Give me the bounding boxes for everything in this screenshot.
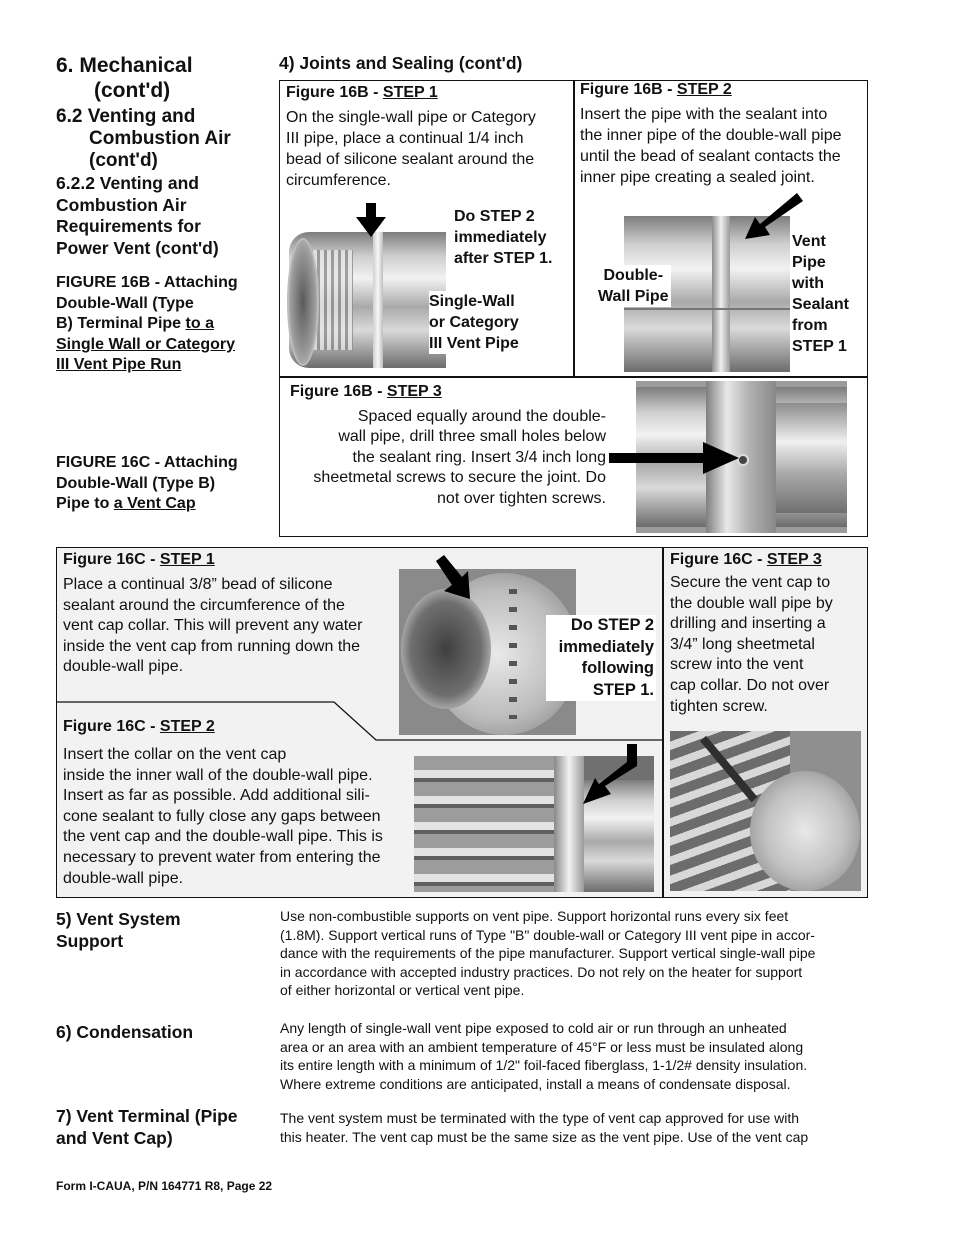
subsection-line3: (cont'd) xyxy=(89,150,158,171)
fig16b-step2-heading: Figure 16B - STEP 2 xyxy=(580,81,732,98)
joints-header: 4) Joints and Sealing (cont'd) xyxy=(279,53,523,73)
page-footer: Form I-CAUA, P/N 164771 R8, Page 22 xyxy=(56,1179,273,1193)
down-arrow-icon xyxy=(356,203,386,237)
vent-support-title: 5) Vent System Support xyxy=(56,909,181,951)
fig16c-step2-heading: Figure 16C - STEP 2 xyxy=(63,718,215,735)
section-title-line1: 6. Mechanical xyxy=(56,54,193,77)
fig16c-step3-heading: Figure 16C - STEP 3 xyxy=(670,551,822,568)
fig16c-step1-text: Place a continual 3/8” bead of silicone sealant around the circumference of the vent cap collar. This will prevent any water inside the vent cap from running down the double-wall pipe. xyxy=(63,576,363,676)
fig16b-caption-line1: FIGURE 16B - Attaching xyxy=(56,274,238,291)
pipe-narrow-right xyxy=(776,403,847,513)
condensation-body: Any length of single-wall vent pipe exposed to cold air or run through an unheated area or an area with an ambient temperature of 45°F or less must be insulated along its entire length with a minimum of 1/2" foil-faced fiberglass, 1-1/2# density insulation. Where extreme conditions are anticipated, install a means of condensate disposal. xyxy=(280,1020,808,1092)
pipe-collar-ring xyxy=(712,216,730,372)
fig16b-step3-text: Spaced equally around the double- wall pipe, drill three small holes below the sealant ring. Insert 3/4 inch long sheetmetal screws to secure the joint. Do not over tighten screws. xyxy=(313,408,606,507)
subsection-line2: Combustion Air xyxy=(89,128,231,149)
fig16c-caption-line2: Double-Wall (Type B) xyxy=(56,474,216,492)
pipe-seam-line xyxy=(624,308,790,310)
flange-holes xyxy=(509,589,517,719)
subsection-line1: 6.2 Venting and xyxy=(56,106,196,127)
section-title-line2: (cont'd) xyxy=(94,79,171,102)
fig16b-caption-line4: Single Wall or Category xyxy=(56,335,235,353)
vent-cap-flange-edge xyxy=(554,756,584,892)
sealant-bead xyxy=(373,232,383,368)
fig16b-caption-line3: B) Terminal Pipe to a xyxy=(56,315,214,333)
vent-cap-collar xyxy=(750,771,860,891)
fig16c-step1-heading: Figure 16C - STEP 1 xyxy=(63,551,215,568)
fig16b-caption-line2: Double-Wall (Type xyxy=(56,294,194,312)
fig16c-step2-text: Insert the collar on the vent cap inside the inner wall of the double-wall pipe. Insert as far as possible. Add additional sili- cone sealant to fully close any gaps between the vent cap and the double-wall pipe. This is necessary to prevent water from entering the double-wall pipe. xyxy=(63,746,383,887)
fig16b-step2-right-label: Vent Pipe with Sealant from STEP 1 xyxy=(792,233,849,355)
fig16b-step1-pipe-label: Single-Wall or Category III Vent Pipe xyxy=(429,293,519,352)
fig16c-step3-text: Secure the vent cap to the double wall pipe by drilling and inserting a 3/4” long sheetmetal screw into the vent cap collar. Do not over tighten screw. xyxy=(670,574,833,715)
fig16b-caption-line5: III Vent Pipe Run xyxy=(56,356,182,374)
vent-support-body: Use non-combustible supports on vent pipe. Support horizontal runs every six feet (1.8M). Support vertical runs of Type "B" double-wall or Category III vent pipe in accor- dance with the requirements of the pipe manufacturer. Support vertical single-wall pipe in accordance with accepted industry practices. Do not rely on the heater for support of either horizontal or vertical vent pipe. xyxy=(280,908,816,998)
fig16b-step1-note: Do STEP 2 immediately after STEP 1. xyxy=(454,208,553,267)
fig16c-step3-photo xyxy=(670,731,861,891)
subsubsection-line4: Power Vent (cont'd) xyxy=(56,238,219,259)
fig16c-caption-line3: Pipe to a Vent Cap xyxy=(56,495,196,513)
diagonal-arrow-icon xyxy=(583,744,637,806)
vent-cap-collar-opening xyxy=(401,589,491,709)
section-title xyxy=(56,53,193,103)
subsubsection-line1: 6.2.2 Venting and xyxy=(56,173,199,193)
fig16b-divider-vertical xyxy=(573,80,575,377)
fig16b-step3-heading: Figure 16B - STEP 3 xyxy=(290,383,442,400)
fig16c-step1-note: Do STEP 2 immediately following STEP 1. xyxy=(546,615,656,701)
figure-16c-caption xyxy=(56,453,238,515)
fig16b-step2-left-label: Double- Wall Pipe xyxy=(598,267,669,305)
vent-terminal-body: The vent system must be terminated with the type of vent cap approved for use with this heater. The vent cap must be the same size as the vent pipe. Use of the vent cap xyxy=(280,1110,809,1145)
fig16b-step1-text: On the single-wall pipe or Category III pipe, place a continual 1/4 inch bead of silicone sealant around the circumference. xyxy=(286,109,536,189)
fig16b-divider-horizontal xyxy=(279,376,868,378)
vent-cap-louvers xyxy=(414,756,564,892)
vent-terminal-title: 7) Vent Terminal (Pipe and Vent Cap) xyxy=(56,1106,238,1148)
subsubsection-title xyxy=(56,173,219,260)
figure-16b-caption xyxy=(56,273,238,376)
fig16c-caption-line1: FIGURE 16C - Attaching xyxy=(56,454,238,471)
fig16b-step1-heading: Figure 16B - STEP 1 xyxy=(286,84,438,101)
down-arrow-icon xyxy=(436,555,472,599)
subsection-title xyxy=(56,106,231,172)
pipe-open-end xyxy=(287,238,319,366)
fig16b-step1-photo xyxy=(285,228,446,370)
right-arrow-icon xyxy=(609,442,739,474)
fig16b-step2-text: Insert the pipe with the sealant into the inner pipe of the double-wall pipe until the bead of sealant contacts the inner pipe creating a sealed joint. xyxy=(580,106,842,186)
subsubsection-line3: Requirements for xyxy=(56,216,201,237)
subsubsection-line2: Combustion Air xyxy=(56,194,187,215)
condensation-title: 6) Condensation xyxy=(56,1022,194,1042)
